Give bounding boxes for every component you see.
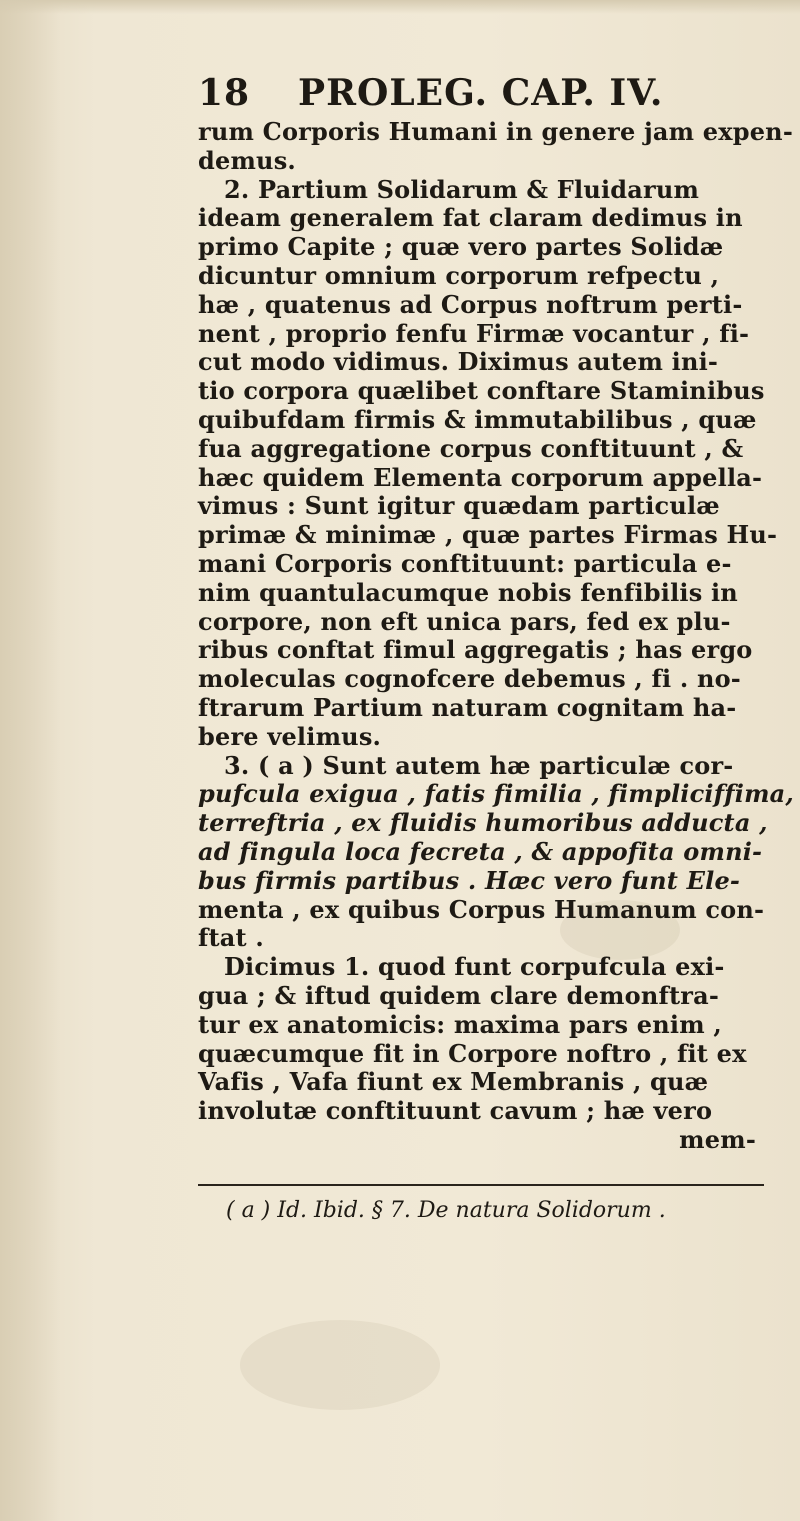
text-line: moleculas cognofcere debemus , fi . no- [198,664,741,694]
text-line: quibufdam firmis & immutabilibus , quæ [198,404,757,434]
text-line: nim quantulacumque nobis fenfibilis in [198,577,738,607]
page-number: 18 [198,72,251,114]
paper-stain [240,1320,440,1410]
page-header [198,72,758,112]
footnote: ( a ) Id. Ibid. § 7. De natura Solidorum . [226,1198,666,1223]
text-line: rum Corporis Humani in genere jam expen- [198,117,793,146]
text-line: quæcumque fit in Corpore noftro , fit ex [198,1038,747,1068]
text-line: tio corpora quælibet conftare Staminibus [198,376,765,406]
text-line: primo Capite ; quæ vero partes Solidæ [198,232,724,262]
text-line: ribus conftat fimul aggregatis ; has ergo [198,635,753,665]
text-line: bus firmis partibus . Hæc vero funt Ele- [198,865,741,895]
text-line: ideam generalem fat claram dedimus in [198,203,743,233]
page-gutter-shadow [0,0,60,1521]
text-line: 3. ( a ) Sunt autem hæ particulæ cor- [224,750,734,780]
text-line: dicuntur omnium corporum refpectu , [198,260,720,290]
text-line: Dicimus 1. quod funt corpufcula exi- [224,952,725,982]
text-line: 2. Partium Solidarum & Fluidarum [224,174,700,204]
footnote-rule [198,1184,764,1186]
text-line: Vafis , Vafa fiunt ex Membranis , quæ [198,1067,709,1097]
text-line: terreftria , ex fluidis humoribus adducta , [198,808,768,838]
text-line: vimus : Sunt igitur quædam particulæ [198,491,720,521]
text-line: tur ex anatomicis: maxima pars enim , [198,1009,722,1039]
text-line: ad fingula loca fecreta , & appofita omni- [198,836,763,866]
text-line: nent , proprio fenfu Firmæ vocantur , fi- [198,318,750,348]
text-line: pufcula exigua , fatis fimilia , fimpliciffima, [198,779,794,809]
text-line: ftrarum Partium naturam cognitam ha- [198,692,737,722]
running-title: PROLEG. CAP. IV. [298,72,664,114]
text-line: ftat . [198,923,264,953]
text-line: bere velimus. [198,721,382,751]
text-line: involutæ conftituunt cavum ; hæ vero [198,1096,713,1126]
text-line: menta , ex quibus Corpus Humanum con- [198,894,765,924]
catchword: mem- [679,1124,756,1154]
text-line: hæ , quatenus ad Corpus noftrum perti- [198,289,743,319]
text-line: corpore, non eft unica pars, fed ex plu- [198,606,731,636]
text-line: fua aggregatione corpus conftituunt , & [198,433,744,463]
text-line: demus. [198,145,296,175]
text-line: mani Corporis conftituunt: particula e- [198,548,732,578]
text-line: hæc quidem Elementa corporum appella- [198,462,763,492]
text-line: gua ; & iftud quidem clare demonftra- [198,980,720,1010]
page-top-edge [0,0,800,14]
text-line: cut modo vidimus. Diximus autem ini- [198,347,719,377]
main-text [198,117,794,1155]
text-line: primæ & minimæ , quæ partes Firmas Hu- [198,520,778,550]
